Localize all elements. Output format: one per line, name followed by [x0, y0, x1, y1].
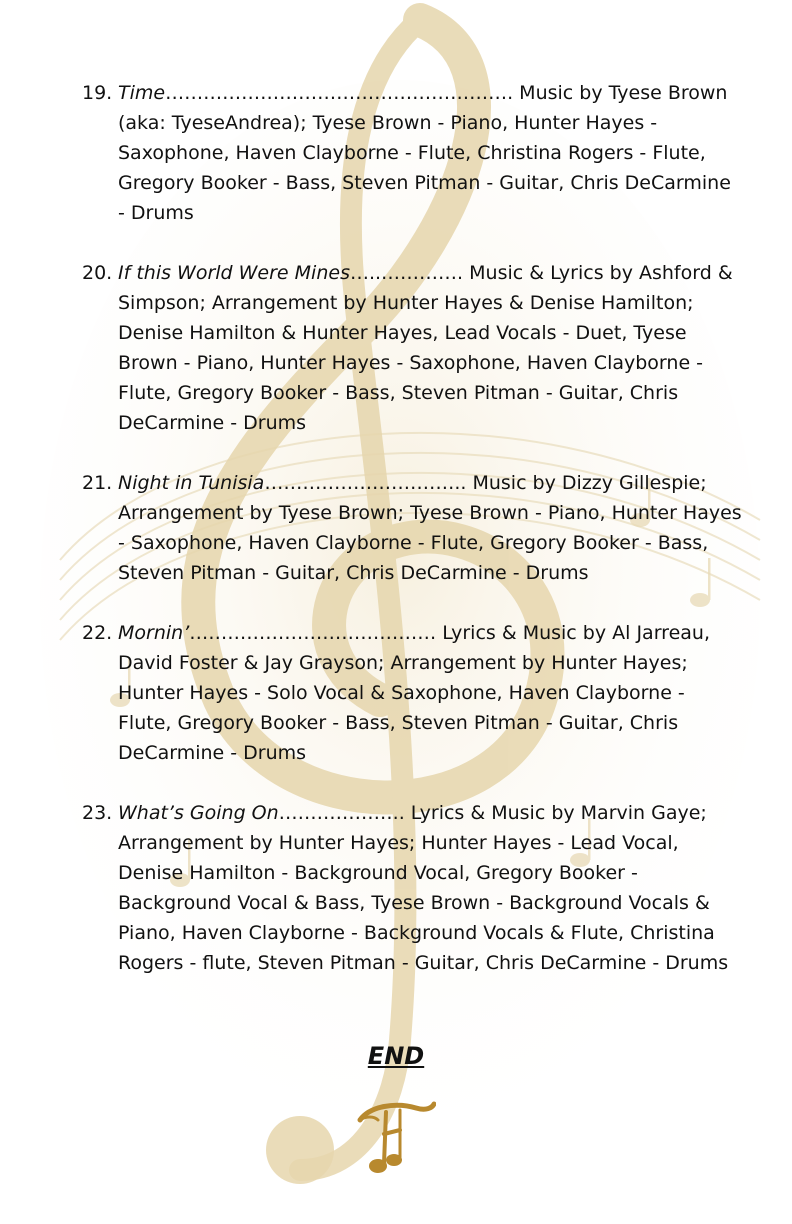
- item-leader-dots: …………………………………: [189, 622, 437, 644]
- item-number: 19.: [82, 82, 113, 104]
- item-title: Night in Tunisia: [118, 472, 265, 494]
- end-heading: [0, 1042, 792, 1070]
- program-item: [82, 618, 742, 768]
- item-details: Music by Dizzy Gillespie; Arrangement by Tyese Brown; Tyese Brown - Piano, Hunter Hayes - Saxophone, Haven Clayborne - Flute, Gregory Booker - Bass, Steven Pitman - Guitar, Chris DeCarmine - Drums: [118, 472, 742, 584]
- item-leader-dots: ………………..: [278, 802, 405, 824]
- program-item: [82, 798, 742, 978]
- item-details: Lyrics & Music by Marvin Gaye; Arrangement by Hunter Hayes; Hunter Hayes - Lead Vocal, Denise Hamilton - Background Vocal, Gregory Booker - Background Vocal & Bass, Tyese Brown - Background Vocals & Piano, Haven Clayborne - Background Vocals & Flute, Christina Rogers - flute, Steven Pitman - Guitar, Chris DeCarmine - Drums: [118, 802, 729, 974]
- item-title: If this World Were Mines: [118, 262, 350, 284]
- item-title: Mornin’: [118, 622, 190, 644]
- end-label: END: [367, 1042, 425, 1070]
- item-number: 23.: [82, 802, 113, 824]
- item-number: 21.: [82, 472, 113, 494]
- item-leader-dots: ……………………………………………….: [165, 82, 514, 104]
- program-list: [82, 78, 742, 1008]
- program-item: [82, 258, 742, 438]
- item-details: Music & Lyrics by Ashford & Simpson; Arrangement by Hunter Hayes & Denise Hamilton; Denise Hamilton & Hunter Hayes, Lead Vocals - Duet, Tyese Brown - Piano, Hunter Hayes - Saxophone, Haven Clayborne - Flute, Gregory Booker - Bass, Steven Pitman - Guitar, Chris DeCarmine - Drums: [118, 262, 733, 434]
- program-item: [82, 468, 742, 588]
- item-leader-dots: …..………….: [349, 262, 464, 284]
- item-number: 22.: [82, 622, 113, 644]
- item-leader-dots: …………………………..: [264, 472, 467, 494]
- item-details: Lyrics & Music by Al Jarreau, David Foster & Jay Grayson; Arrangement by Hunter Hayes; Hunter Hayes - Solo Vocal & Saxophone, Haven Clayborne - Flute, Gregory Booker - Bass, Steven Pitman - Guitar, Chris DeCarmine - Drums: [118, 622, 710, 764]
- item-details: Music by Tyese Brown (aka: TyeseAndrea); Tyese Brown - Piano, Hunter Hayes - Saxophone, Haven Clayborne - Flute, Christina Rogers - Flute, Gregory Booker - Bass, Steven Pitman - Guitar, Chris DeCarmine - Drums: [118, 82, 731, 224]
- music-note-ornament-icon: [356, 1098, 436, 1182]
- item-title: Time: [118, 82, 166, 104]
- program-item: [82, 78, 742, 228]
- item-title: What’s Going On: [118, 802, 279, 824]
- item-number: 20.: [82, 262, 113, 284]
